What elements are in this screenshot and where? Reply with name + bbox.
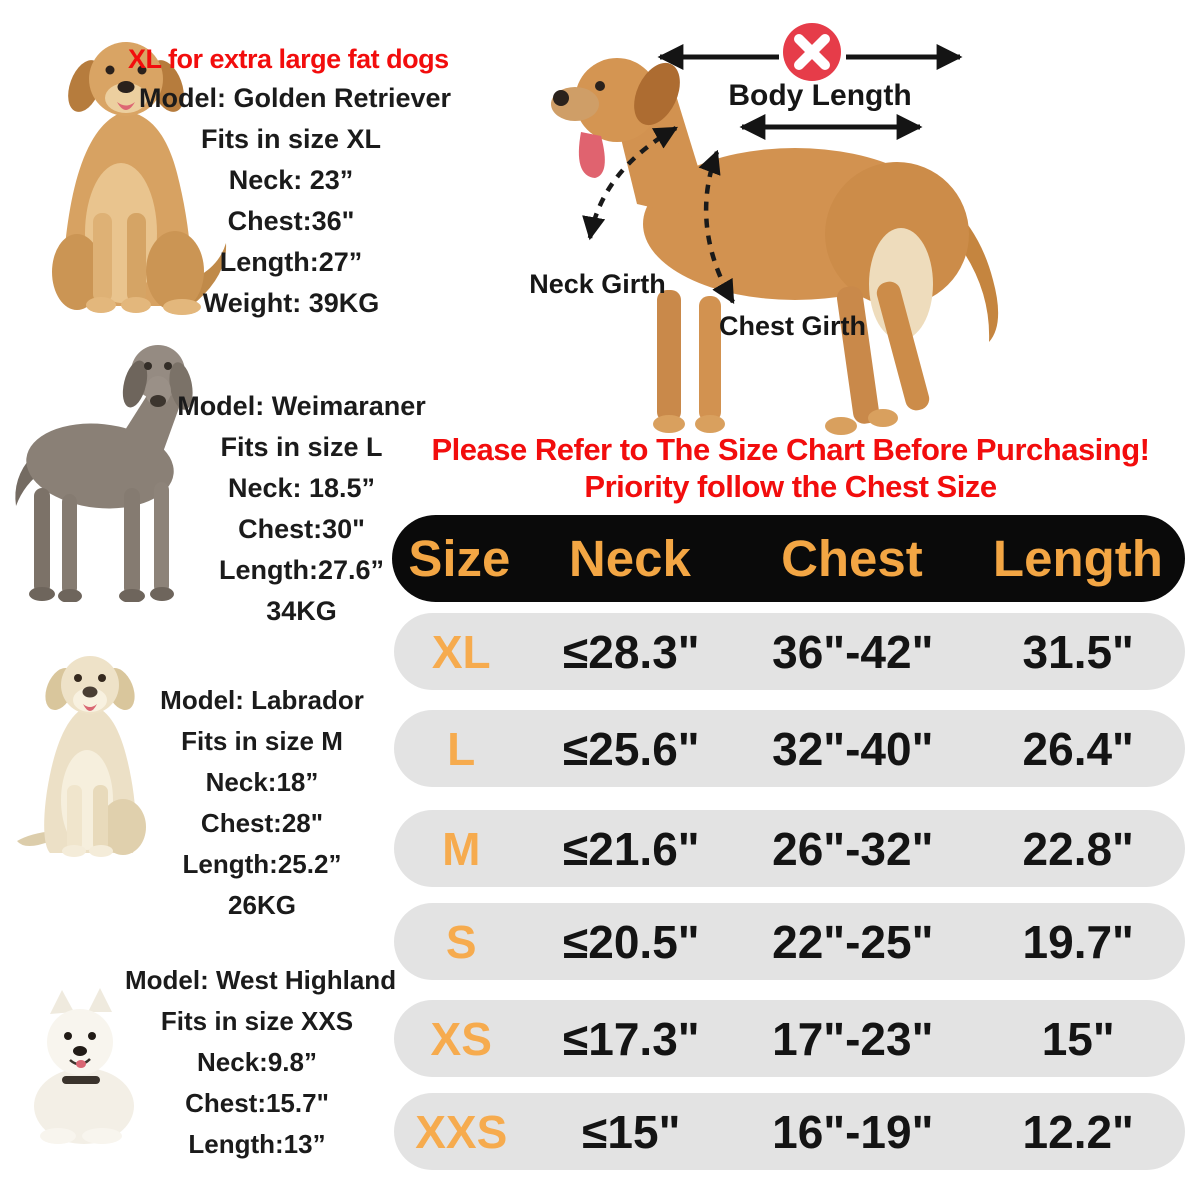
- size-row-xxs: [394, 1093, 1185, 1170]
- spec-line: Length:27”: [219, 247, 363, 277]
- cell-neck: ≤17.3": [563, 1012, 700, 1065]
- spec-line: Model: West Highland: [125, 965, 397, 995]
- cell-neck: ≤28.3": [563, 625, 700, 678]
- spec-line: 34KG: [266, 596, 337, 626]
- spec-line: Neck:18”: [205, 767, 319, 797]
- spec-line: Fits in size M: [181, 726, 343, 756]
- west-highland-photo: [32, 988, 136, 1146]
- cell-chest: 22"-25": [772, 915, 934, 968]
- cell-chest: 17"-23": [772, 1012, 934, 1065]
- header-cell-size: Size: [408, 530, 511, 587]
- cell-neck: ≤20.5": [563, 915, 700, 968]
- cell-size: XXS: [415, 1105, 508, 1158]
- cell-size: XS: [430, 1012, 492, 1065]
- measurement-annotations: [520, 0, 1200, 445]
- spec-line: Fits in size L: [220, 432, 383, 462]
- xl-headline: XL for extra large fat dogs: [128, 44, 449, 74]
- spec-line: Neck: 23”: [228, 165, 354, 195]
- spec-line: Neck:9.8”: [197, 1047, 317, 1077]
- header-cell-length: Length: [992, 530, 1163, 587]
- cell-length: 31.5": [1022, 625, 1134, 678]
- header-cell-neck: Neck: [568, 530, 691, 587]
- cell-chest: 36"-42": [772, 625, 934, 678]
- cell-length: 26.4": [1022, 722, 1134, 775]
- cell-size: XL: [431, 625, 491, 678]
- cell-chest: 26"-32": [772, 822, 934, 875]
- spec-line: Model: Labrador: [160, 685, 364, 715]
- spec-line: Weight: 39KG: [202, 288, 380, 318]
- chest-girth-label: Chest Girth: [718, 311, 866, 341]
- cell-neck: ≤25.6": [563, 722, 700, 775]
- body-length-label: Body Length: [728, 79, 912, 112]
- spec-line: Length:13”: [188, 1129, 326, 1159]
- spec-line: Fits in size XXS: [160, 1006, 354, 1036]
- warning-line-2: Priority follow the Chest Size: [584, 469, 997, 504]
- x-mark-icon: [783, 23, 841, 81]
- cell-length: 22.8": [1022, 822, 1134, 875]
- spec-line: Model: Golden Retriever: [139, 83, 452, 113]
- spec-line: Fits in size XL: [200, 124, 382, 154]
- spec-line: 26KG: [228, 890, 296, 920]
- model-card-labrador: [130, 680, 394, 926]
- spec-line: Chest:36": [227, 206, 355, 236]
- cell-length: 15": [1041, 1012, 1115, 1065]
- cell-size: M: [442, 822, 481, 875]
- warning-line-1: Please Refer to The Size Chart Before Purchasing!: [431, 432, 1150, 467]
- header-cell-chest: Chest: [781, 530, 923, 587]
- chest-girth-dashed-curve: [706, 152, 733, 302]
- spec-line: Chest:28": [200, 808, 324, 838]
- spec-line: Length:25.2”: [182, 849, 342, 879]
- cell-length: 12.2": [1022, 1105, 1134, 1158]
- model-card-golden-retriever: [139, 78, 452, 324]
- model-card-weimaraner: [170, 386, 433, 632]
- size-table-header: [392, 515, 1185, 602]
- spec-line: Neck: 18.5”: [227, 473, 376, 503]
- neck-girth-label: Neck Girth: [529, 269, 666, 299]
- spec-line: Model: Weimaraner: [177, 391, 426, 421]
- cell-neck: ≤15": [582, 1105, 681, 1158]
- cell-size: L: [447, 722, 476, 775]
- cell-chest: 32"-40": [772, 722, 934, 775]
- spec-line: Chest:15.7": [185, 1088, 329, 1118]
- neck-girth-dashed-curve: [590, 128, 676, 238]
- cell-chest: 16"-19": [772, 1105, 934, 1158]
- size-row-s: [394, 903, 1185, 980]
- cell-size: S: [445, 915, 477, 968]
- model-card-west-highland: [125, 960, 397, 1165]
- size-row-m: [394, 810, 1185, 887]
- spec-line: Chest:30": [238, 514, 365, 544]
- size-chart-warning: [393, 431, 1188, 505]
- size-row-l: [394, 710, 1185, 787]
- size-row-xs: [394, 1000, 1185, 1077]
- cell-neck: ≤21.6": [563, 822, 700, 875]
- cell-length: 19.7": [1022, 915, 1134, 968]
- spec-line: Length:27.6”: [218, 555, 385, 585]
- size-row-xl: [394, 613, 1185, 690]
